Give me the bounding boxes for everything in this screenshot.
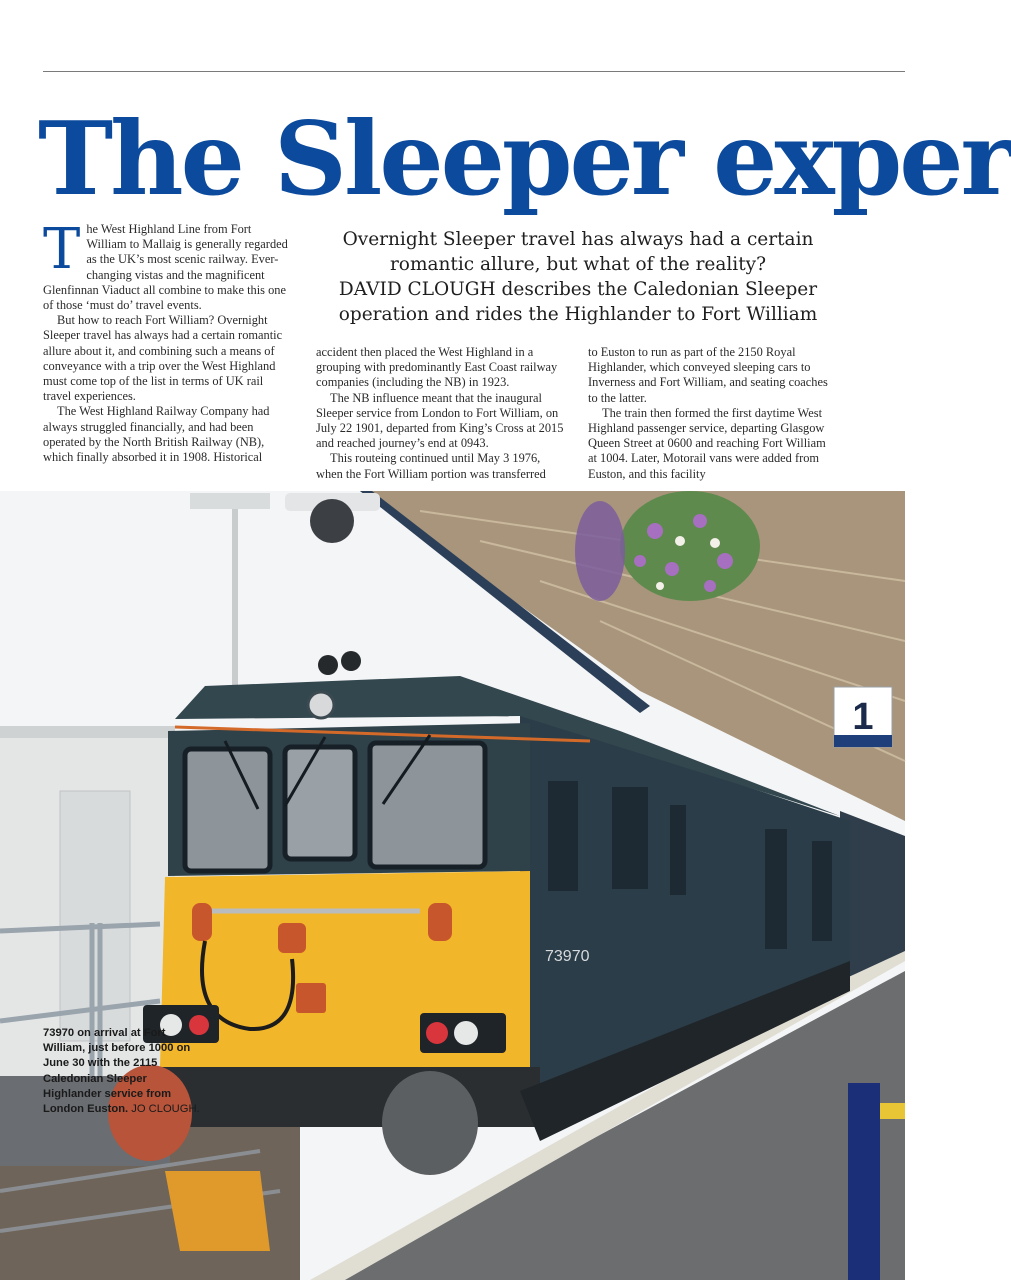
building-door <box>60 791 130 1041</box>
standfirst-line-2: romantic allure, but what of the reality? <box>389 254 767 275</box>
body-paragraph-3: The West Highland Railway Company had always struggled financially, and had been operated by the North British Railway (NB), which finally absorbed it in 1908. Historical <box>43 404 270 465</box>
standfirst-line-1: Overnight Sleeper travel has always had a certain <box>342 229 814 250</box>
standfirst-line-4: operation and rides the Highlander to Fort William <box>338 304 818 325</box>
body-column-1 <box>43 217 294 482</box>
lamp-post <box>232 501 238 701</box>
drop-cap: T <box>43 217 81 282</box>
standfirst-line-3: DAVID CLOUGH describes the Caledonian Sleeper <box>338 279 818 300</box>
body-column-2 <box>316 345 569 481</box>
loco-horn-left <box>318 655 338 675</box>
platform-number: 1 <box>852 696 874 738</box>
loco-horn-right <box>341 651 361 671</box>
platform-bollard <box>848 1083 880 1280</box>
locomotive-illustration <box>0 491 905 1280</box>
buffer-beam <box>150 1067 540 1127</box>
loco-headlight <box>308 692 334 718</box>
standfirst <box>328 227 828 327</box>
cab-window-right <box>370 743 485 867</box>
photo-caption <box>43 1026 208 1117</box>
caption-text: 73970 on arrival at Fort William, just before 1000 on June 30 with the 2115 Caledonian Sleeper Highlander service from London Euston. <box>43 1027 191 1116</box>
headline: The Sleeper exper <box>38 99 1011 218</box>
body-paragraph-6: This routeing continued until May 3 1976, when the Fort William portion was transferred <box>316 451 546 481</box>
flower-basket <box>620 491 760 601</box>
body-paragraph-2: But how to reach Fort William? Overnight Sleeper travel has always had a certain romantic allure about it, and combining such a means of conveyance with a trip over the West Highland must come top of the list in terms of UK rail travel experiences. <box>43 313 283 404</box>
header-rule <box>43 71 905 72</box>
body-paragraph-5: The NB influence meant that the inaugural Sleeper service from London to Fort William, on July 22 1901, departed from King’s Cross at 2015 and reached journey’s end at 0943. <box>316 390 564 451</box>
body-paragraph-4: accident then placed the West Highland in a grouping with predominantly East Coast railway companies (including the NB) in 1923. <box>316 345 558 390</box>
cctv-camera <box>310 499 354 543</box>
snowplough <box>165 1171 270 1251</box>
photo-credit: JO CLOUGH. <box>131 1103 200 1116</box>
cab-window-left <box>185 749 270 871</box>
air-pipe-right <box>428 903 452 941</box>
cab-window-centre <box>285 747 355 859</box>
body-column-3 <box>588 345 830 481</box>
body-paragraph-7: to Euston to run as part of the 2150 Royal Highlander, which conveyed sleeping cars to Inverness and Fort William, and seating coaches to the latter. <box>588 345 828 405</box>
buffer-right <box>382 1071 478 1175</box>
loco-number: 73970 <box>545 948 590 965</box>
body-paragraph-8: The train then formed the first daytime West Highland passenger service, departing Glasgow Queen Street at 0600 and reaching Fort William at 1004. Later, Motorail vans were added from Euston, and this facility <box>588 405 826 481</box>
train-photo <box>0 491 905 1280</box>
body-paragraph-1: The West Highland Line from Fort William to Mallaig is generally regarded as the UK’s most scenic railway. Ever-changing vistas and the magnificent Glenfinnan Viaduct all combine to make this one of those ‘must do’ travel events. <box>43 217 288 313</box>
air-pipe-left <box>192 903 212 941</box>
